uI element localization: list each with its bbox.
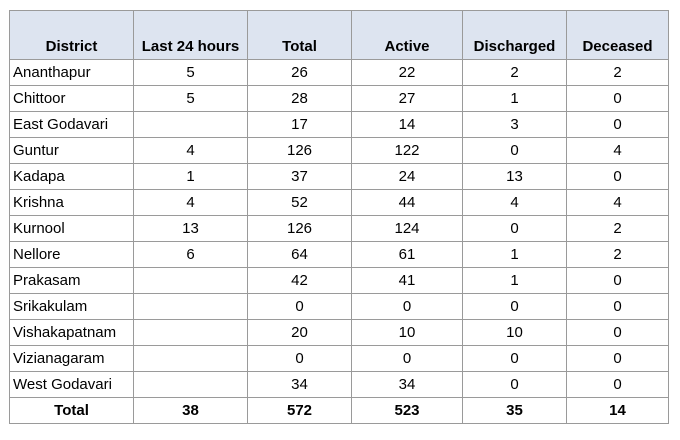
cell-last-24-hours [134,320,248,346]
cell-last-24-hours: 5 [134,86,248,112]
cell-total: 37 [248,164,352,190]
total-last-24-hours: 38 [134,398,248,424]
cell-last-24-hours: 6 [134,242,248,268]
cell-active: 0 [352,294,463,320]
cell-total: 126 [248,216,352,242]
header-district: District [10,11,134,60]
cell-total: 17 [248,112,352,138]
cell-discharged: 1 [463,242,567,268]
table-row [10,138,669,164]
district-cases-table [9,10,669,424]
table-row [10,320,669,346]
district-table-container [9,10,669,424]
cell-discharged: 1 [463,86,567,112]
header-total: Total [248,11,352,60]
cell-active: 44 [352,190,463,216]
table-header-row [10,11,669,60]
cell-deceased: 4 [567,138,669,164]
cell-district: Nellore [10,242,134,268]
cell-deceased: 2 [567,242,669,268]
cell-discharged: 4 [463,190,567,216]
header-deceased: Deceased [567,11,669,60]
cell-deceased: 0 [567,372,669,398]
cell-district: Guntur [10,138,134,164]
table-row [10,60,669,86]
total-discharged: 35 [463,398,567,424]
cell-discharged: 0 [463,216,567,242]
cell-discharged: 0 [463,294,567,320]
cell-total: 0 [248,346,352,372]
cell-active: 10 [352,320,463,346]
table-row [10,294,669,320]
cell-active: 61 [352,242,463,268]
cell-active: 24 [352,164,463,190]
table-row [10,164,669,190]
cell-active: 122 [352,138,463,164]
table-row [10,346,669,372]
cell-district: Vizianagaram [10,346,134,372]
cell-district: Kadapa [10,164,134,190]
cell-active: 34 [352,372,463,398]
cell-district: East Godavari [10,112,134,138]
cell-deceased: 2 [567,60,669,86]
header-last-24-hours: Last 24 hours [134,11,248,60]
cell-discharged: 0 [463,138,567,164]
cell-total: 26 [248,60,352,86]
cell-district: Prakasam [10,268,134,294]
cell-total: 42 [248,268,352,294]
cell-active: 22 [352,60,463,86]
cell-deceased: 0 [567,320,669,346]
header-discharged: Discharged [463,11,567,60]
cell-total: 126 [248,138,352,164]
cell-discharged: 1 [463,268,567,294]
cell-active: 0 [352,346,463,372]
cell-active: 14 [352,112,463,138]
cell-deceased: 0 [567,346,669,372]
cell-last-24-hours: 1 [134,164,248,190]
cell-discharged: 3 [463,112,567,138]
header-active: Active [352,11,463,60]
table-row [10,372,669,398]
cell-deceased: 0 [567,268,669,294]
cell-total: 52 [248,190,352,216]
table-row [10,190,669,216]
table-row [10,268,669,294]
total-total: 572 [248,398,352,424]
cell-active: 41 [352,268,463,294]
cell-deceased: 0 [567,294,669,320]
cell-active: 124 [352,216,463,242]
cell-deceased: 0 [567,86,669,112]
cell-last-24-hours [134,372,248,398]
cell-last-24-hours [134,268,248,294]
total-active: 523 [352,398,463,424]
cell-last-24-hours [134,294,248,320]
cell-total: 20 [248,320,352,346]
cell-last-24-hours: 4 [134,190,248,216]
cell-deceased: 0 [567,112,669,138]
table-row [10,86,669,112]
cell-discharged: 10 [463,320,567,346]
cell-district: Chittoor [10,86,134,112]
cell-last-24-hours: 5 [134,60,248,86]
cell-total: 64 [248,242,352,268]
cell-district: West Godavari [10,372,134,398]
cell-last-24-hours [134,112,248,138]
cell-discharged: 13 [463,164,567,190]
cell-last-24-hours: 13 [134,216,248,242]
cell-district: Ananthapur [10,60,134,86]
total-row [10,398,669,424]
cell-deceased: 0 [567,164,669,190]
cell-last-24-hours [134,346,248,372]
cell-active: 27 [352,86,463,112]
table-row [10,242,669,268]
cell-district: Kurnool [10,216,134,242]
cell-discharged: 0 [463,346,567,372]
cell-discharged: 0 [463,372,567,398]
cell-district: Vishakapatnam [10,320,134,346]
total-deceased: 14 [567,398,669,424]
cell-discharged: 2 [463,60,567,86]
total-label: Total [10,398,134,424]
cell-deceased: 2 [567,216,669,242]
table-row [10,216,669,242]
cell-total: 34 [248,372,352,398]
cell-district: Srikakulam [10,294,134,320]
cell-total: 28 [248,86,352,112]
cell-total: 0 [248,294,352,320]
cell-deceased: 4 [567,190,669,216]
cell-district: Krishna [10,190,134,216]
table-row [10,112,669,138]
cell-last-24-hours: 4 [134,138,248,164]
